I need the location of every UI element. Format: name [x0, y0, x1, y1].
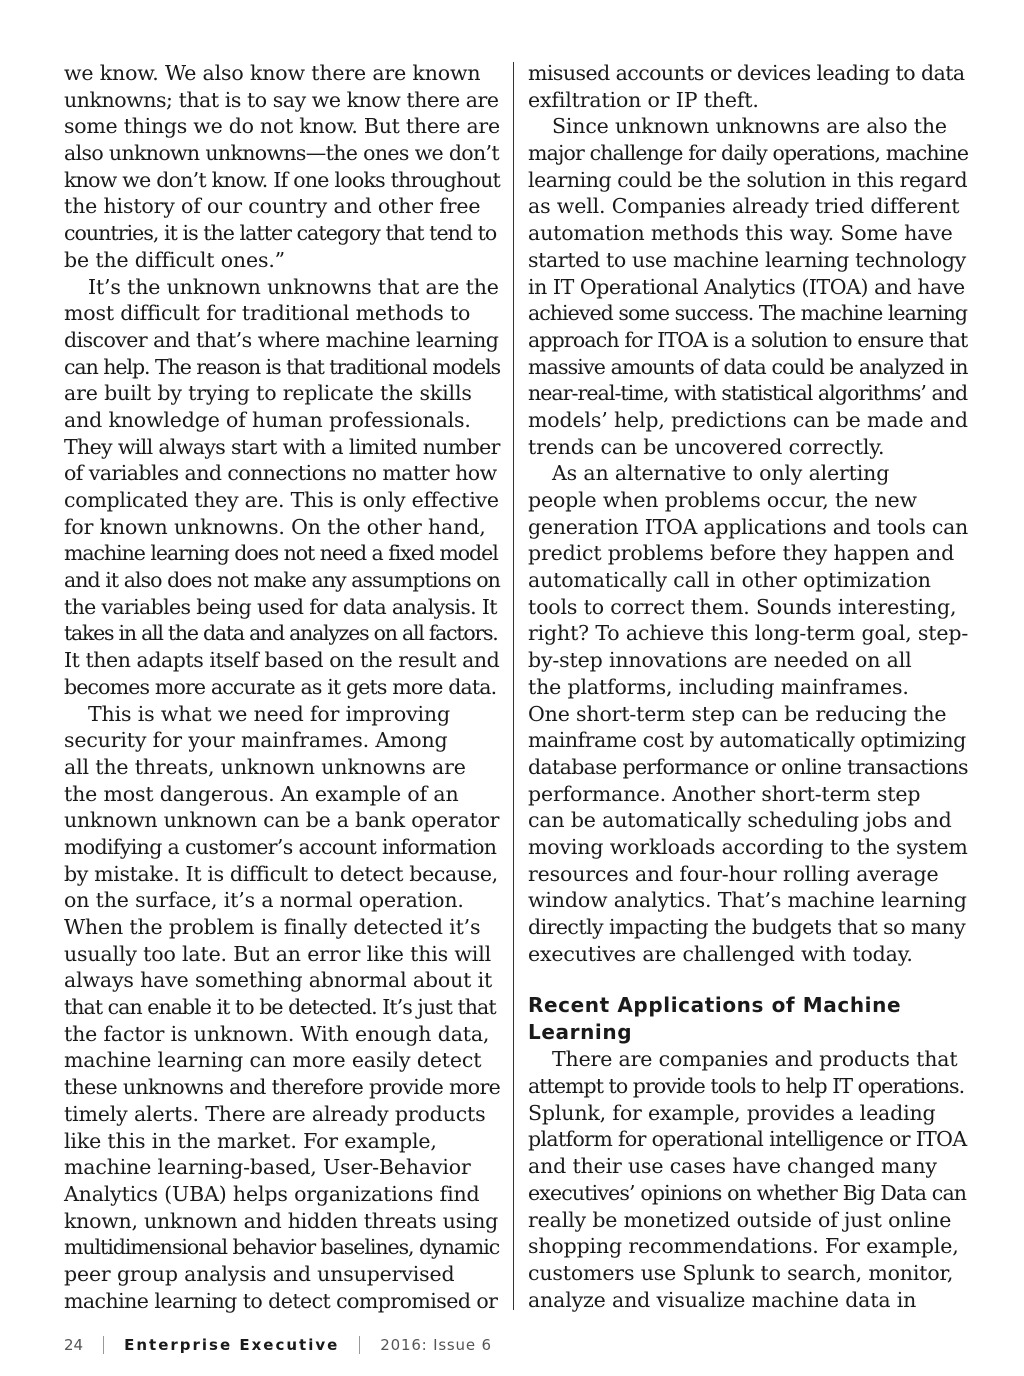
text-line: be the difficult ones.”	[64, 247, 286, 272]
text-line: peer group analysis and unsupervised	[64, 1261, 455, 1286]
text-line: machine learning-based, User-Behavior	[64, 1155, 471, 1180]
text-line: can be automatically scheduling jobs and	[528, 808, 952, 833]
left-column	[64, 60, 500, 1314]
text-line: by mistake. It is difficult to detect because,	[64, 861, 498, 886]
text-line: by-step innovations are needed on all	[528, 648, 912, 673]
text-line: misused accounts or devices leading to data	[528, 61, 965, 85]
text-line: customers use Splunk to search, monitor,	[528, 1260, 954, 1285]
text-line: some things we do not know. But there are	[64, 114, 500, 139]
section-heading-line: Learning	[528, 1020, 633, 1045]
footer-divider	[359, 1336, 360, 1354]
text-line: multidimensional behavior baselines, dynamic	[64, 1235, 500, 1260]
page-number: 24	[64, 1336, 84, 1354]
text-line: trends can be uncovered correctly.	[528, 434, 885, 459]
text-line: people when problems occur, the new	[528, 488, 917, 512]
text-line: moving workloads according to the system	[528, 834, 968, 859]
text-line: There are companies and products that	[552, 1047, 958, 1072]
text-line: and knowledge of human professionals.	[64, 407, 471, 432]
text-line: started to use machine learning technology	[528, 247, 966, 272]
section-heading	[528, 992, 968, 1046]
text-line: It then adapts itself based on the result and	[64, 648, 500, 673]
text-line: the factor is unknown. With enough data,	[64, 1021, 490, 1046]
text-line: are built by trying to replicate the skills	[64, 381, 472, 406]
text-line: like this in the market. For example,	[64, 1128, 437, 1153]
text-line: takes in all the data and analyzes on all factors.	[64, 621, 498, 646]
text-line: most difficult for traditional methods to	[64, 301, 471, 326]
text-line: database performance or online transactions	[528, 754, 968, 779]
text-line: known, unknown and hidden threats using	[64, 1208, 499, 1233]
text-line: modifying a customer’s account information	[64, 834, 497, 859]
right-column	[528, 60, 968, 1313]
text-line: massive amounts of data could be analyzed in	[528, 354, 968, 379]
text-line: and their use cases have changed many	[528, 1154, 937, 1179]
text-line: countries, it is the latter category that tend to	[64, 221, 497, 246]
section-heading-line: Recent Applications of Machine	[528, 993, 902, 1018]
text-line: the history of our country and other free	[64, 194, 481, 219]
text-line: these unknowns and therefore provide more	[64, 1075, 501, 1100]
text-line: and it also does not make any assumptions on	[64, 568, 500, 593]
text-line: achieved some success. The machine learning	[528, 301, 968, 326]
text-line: always have something abnormal about it	[64, 968, 493, 993]
issue-label: 2016: Issue 6	[380, 1336, 492, 1354]
text-line: executives are challenged with today.	[528, 941, 913, 966]
text-line: window analytics. That’s machine learning	[528, 888, 967, 913]
text-line: exfiltration or IP theft.	[528, 87, 759, 112]
text-line: know we don’t know. If one looks throughout	[64, 167, 501, 192]
text-line: that can enable it to be detected. It’s just that	[64, 995, 496, 1020]
text-line: They will always start with a limited number	[64, 434, 500, 459]
text-line: the platforms, including mainframes.	[528, 674, 909, 699]
text-line: It’s the unknown unknowns that are the	[88, 274, 499, 299]
text-line: we know. We also know there are known	[64, 61, 481, 85]
text-line: for known unknowns. On the other hand,	[64, 514, 486, 539]
text-line: on the surface, it’s a normal operation.	[64, 888, 464, 913]
text-line: Splunk, for example, provides a leading	[528, 1100, 936, 1125]
text-line: of variables and connections no matter how	[64, 461, 497, 486]
text-line: machine learning to detect compromised or	[64, 1288, 498, 1313]
text-line: automation methods this way. Some have	[528, 221, 953, 246]
section-spacer	[528, 967, 968, 992]
footer-divider	[103, 1336, 104, 1354]
text-line: unknown unknown can be a bank operator	[64, 808, 500, 833]
text-line: analyze and visualize machine data in	[528, 1287, 917, 1312]
text-line: machine learning does not need a fixed model	[64, 541, 498, 566]
text-line: generation ITOA applications and tools can	[528, 514, 969, 539]
text-line: automatically call in other optimization	[528, 568, 931, 593]
text-line: as well. Companies already tried different	[528, 194, 960, 219]
text-line: shopping recommendations. For example,	[528, 1234, 959, 1259]
text-line: tools to correct them. Sounds interesting,	[528, 594, 957, 619]
text-line: predict problems before they happen and	[528, 541, 955, 566]
text-line: the variables being used for data analysis. It	[64, 594, 497, 619]
text-line: becomes more accurate as it gets more data.	[64, 674, 497, 699]
text-line: discover and that’s where machine learning	[64, 327, 499, 352]
text-line: platform for operational intelligence or ITOA	[528, 1127, 967, 1152]
text-line: resources and four-hour rolling average	[528, 861, 939, 886]
text-line: directly impacting the budgets that so many	[528, 915, 966, 939]
text-line: machine learning can more easily detect	[64, 1048, 482, 1073]
column-divider	[513, 62, 514, 1310]
text-line: attempt to provide tools to help IT operations.	[528, 1074, 965, 1099]
text-line: right? To achieve this long-term goal, step-	[528, 621, 969, 646]
page-footer	[64, 1333, 492, 1357]
text-line: near-real-time, with statistical algorithms’ and	[528, 381, 968, 406]
text-line: usually too late. But an error like this will	[64, 941, 492, 966]
publication-name: Enterprise Executive	[124, 1336, 340, 1354]
text-line: Since unknown unknowns are also the	[552, 114, 947, 139]
text-line: This is what we need for improving	[88, 701, 450, 726]
text-line: approach for ITOA is a solution to ensure that	[528, 327, 968, 352]
text-line: As an alternative to only alerting	[552, 461, 890, 486]
text-line: the most dangerous. An example of an	[64, 781, 459, 806]
right-column-body	[528, 60, 968, 967]
text-line: complicated they are. This is only effective	[64, 488, 499, 512]
text-line: mainframe cost by automatically optimizing	[528, 728, 966, 753]
text-line: models’ help, predictions can be made and	[528, 407, 968, 432]
text-line: major challenge for daily operations, machine	[528, 141, 969, 166]
text-line: really be monetized outside of just online	[528, 1207, 952, 1232]
text-line: One short-term step can be reducing the	[528, 701, 947, 726]
right-column-section-body	[528, 1046, 968, 1313]
text-line: performance. Another short-term step	[528, 781, 921, 806]
text-line: can help. The reason is that traditional models	[64, 354, 501, 379]
text-line: learning could be the solution in this regard	[528, 167, 968, 192]
text-line: unknowns; that is to say we know there are	[64, 87, 499, 112]
text-line: all the threats, unknown unknowns are	[64, 754, 466, 779]
text-line: in IT Operational Analytics (ITOA) and have	[528, 274, 965, 299]
text-line: executives’ opinions on whether Big Data can	[528, 1180, 967, 1205]
text-line: also unknown unknowns—the ones we don’t	[64, 141, 500, 166]
text-line: When the problem is finally detected it’s	[64, 915, 481, 939]
text-line: Analytics (UBA) helps organizations find	[64, 1181, 480, 1206]
text-line: timely alerts. There are already products	[64, 1101, 486, 1126]
text-line: security for your mainframes. Among	[64, 728, 448, 753]
